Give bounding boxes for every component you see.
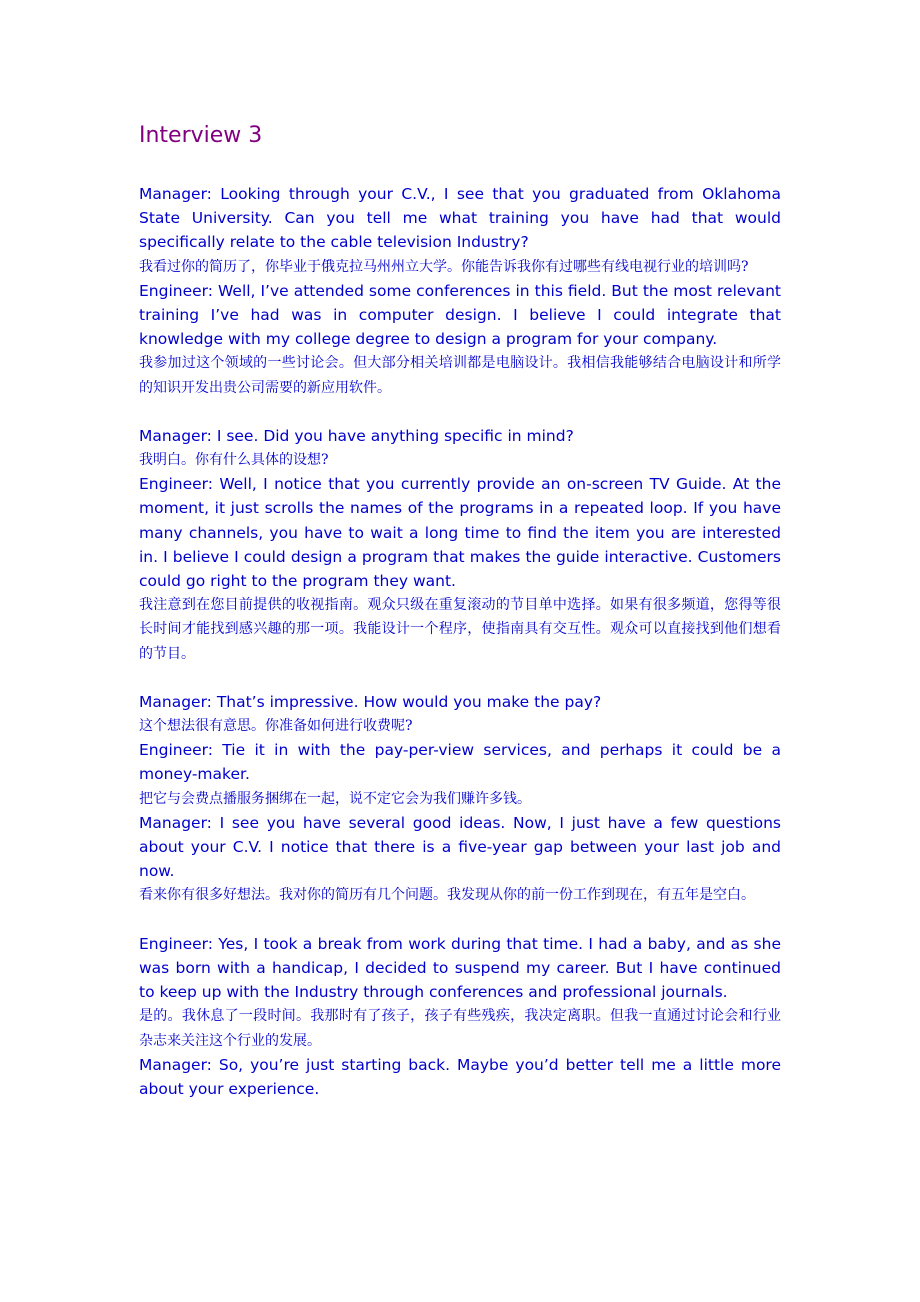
paragraph-gap [139, 908, 781, 932]
english-line: Engineer: Yes, I took a break from work during that time. I had a baby, and as she was born with a handicap, I decided to suspend my career. But I have continued to keep up with the Industry through conferences and professional journals. [139, 934, 781, 1002]
english-line: Manager: That’s impressive. How would you make the pay? [139, 692, 602, 711]
english-line: Manager: Looking through your C.V., I see that you graduated from Oklahoma State University. Can you tell me what training you have had that would specifically relate to the cable television Industry? [139, 185, 781, 252]
document-page [139, 120, 781, 1101]
chinese-translation: 我明白。你有什么具体的设想? [139, 452, 329, 469]
english-line: Engineer: Tie it in with the pay-per-view services, and perhaps it could be a money-maker. [139, 741, 781, 784]
english-line: Manager: So, you’re just starting back. Maybe you’d better tell me a little more about your experience. [139, 1055, 781, 1098]
english-line: Manager: I see. Did you have anything specific in mind? [139, 426, 574, 445]
english-line: Manager: I see you have several good ideas. Now, I just have a few questions about your C.V. I notice that there is a five-year gap between your last job and now. [139, 813, 781, 881]
dialogue-body [139, 182, 781, 1101]
paragraph-gap [139, 400, 781, 424]
paragraph-gap [139, 666, 781, 690]
chinese-translation: 看来你有很多好想法。我对你的简历有几个问题。我发现从你的前一份工作到现在，有五年是空白。 [139, 887, 755, 904]
chinese-translation: 我看过你的简历了，你毕业于俄克拉马州州立大学。你能告诉我你有过哪些有线电视行业的培训吗? [139, 258, 749, 275]
english-line: Engineer: Well, I’ve attended some conferences in this field. But the most relevant training I’ve had was in computer design. I believe I could integrate that knowledge with my college degree to design a program for your company. [139, 281, 781, 349]
chinese-translation: 我参加过这个领域的一些讨论会。但大部分相关培训都是电脑设计。我相信我能够结合电脑设计和所学的知识开发出贵公司需要的新应用软件。 [139, 355, 781, 396]
chinese-translation: 是的。我休息了一段时间。我那时有了孩子，孩子有些残疾，我决定离职。但我一直通过讨论会和行业杂志来关注这个行业的发展。 [139, 1008, 781, 1049]
chinese-translation: 把它与会费点播服务捆绑在一起，说不定它会为我们赚许多钱。 [139, 790, 531, 807]
chinese-translation: 我注意到在您目前提供的收视指南。观众只级在重复滚动的节目单中选择。如果有很多频道，您得等很长时间才能找到感兴趣的那一项。我能设计一个程序，使指南具有交互性。观众可以直接找到他们想看的节目。 [139, 597, 781, 662]
chinese-translation: 这个想法很有意思。你准备如何进行收费呢? [139, 718, 413, 735]
document-title: Interview 3 [139, 123, 263, 148]
english-line: Engineer: Well, I notice that you currently provide an on-screen TV Guide. At the moment, it just scrolls the names of the programs in a repeated loop. If you have many channels, you have to wait a long time to find the item you are interested in. I believe I could design a program that makes the guide interactive. Customers could go right to the program they want. [139, 475, 781, 591]
